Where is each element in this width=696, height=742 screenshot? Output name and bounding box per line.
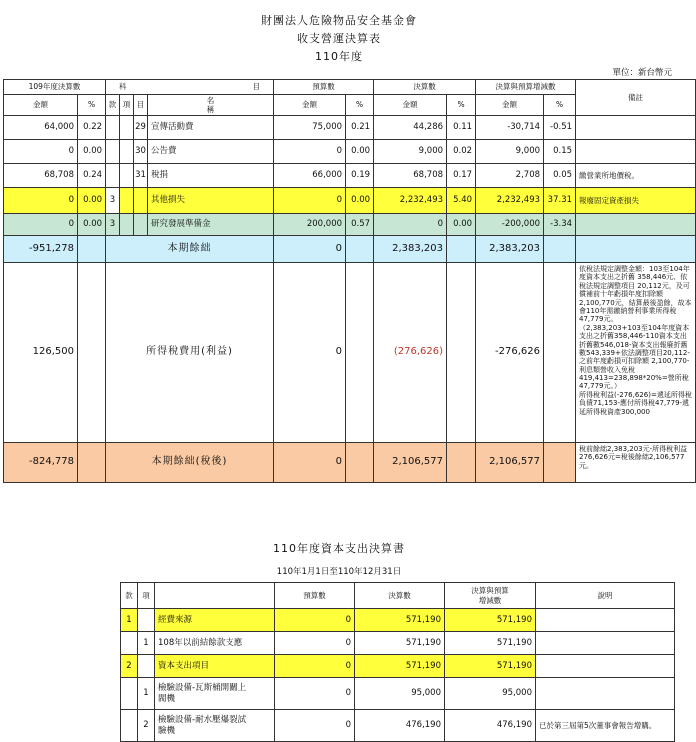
mu: [134, 214, 148, 236]
prev-amount: 68,708: [4, 164, 78, 188]
table-row: [121, 609, 675, 632]
actual-amount: 0: [374, 214, 447, 236]
unit-label: 單位：新台幣元: [612, 68, 672, 78]
diff-pct: 37.31: [544, 188, 576, 214]
diff-amount: 2,106,577: [476, 443, 544, 483]
prev-amount: 0: [4, 188, 78, 214]
actual-amount: 9,000: [374, 140, 447, 164]
item-name: 稅捐: [148, 164, 274, 188]
note: 稅前餘絀2,383,203元-所得稅利益276,626元=稅後餘絀2,106,577元。: [576, 443, 696, 483]
item-name: 本期餘絀(稅後): [106, 443, 274, 483]
xiang: 1: [138, 632, 155, 655]
mu: [134, 188, 148, 214]
actual: 571,190: [355, 632, 445, 655]
actual-amount: (276,626): [374, 263, 447, 443]
desc: [536, 632, 675, 655]
xiang: 2: [138, 710, 155, 742]
diff-amount: -200,000: [476, 214, 544, 236]
prev-amount: 64,000: [4, 116, 78, 140]
diff-amount: 2,383,203: [476, 236, 544, 263]
prev-amount: -824,778: [4, 443, 78, 483]
actual-amount: 44,286: [374, 116, 447, 140]
hdr-xiang: 項: [138, 583, 155, 609]
diff-pct: -0.51: [544, 116, 576, 140]
diff: 571,190: [445, 655, 536, 678]
prev-pct: 0.00: [78, 214, 106, 236]
budget-pct: [346, 236, 374, 263]
item-name: 其他損失: [148, 188, 274, 214]
budget-pct: 0.00: [346, 140, 374, 164]
xiang: [120, 188, 134, 214]
actual-pct: 0.00: [447, 214, 476, 236]
actual-pct: 0.02: [447, 140, 476, 164]
diff: 95,000: [445, 678, 536, 710]
hdr-act-pct: %: [447, 95, 476, 116]
note: [576, 214, 696, 236]
budget-pct: 0.21: [346, 116, 374, 140]
diff: 571,190: [445, 632, 536, 655]
item-name: 檢驗設備-耐水壓爆裂試 驗機: [155, 710, 275, 742]
hdr-name: [155, 583, 275, 609]
hdr-kuan: 款: [121, 583, 138, 609]
xiang: [120, 214, 134, 236]
item-name: 資本支出項目: [155, 655, 275, 678]
xiang: [138, 609, 155, 632]
prev-pct: 0.22: [78, 116, 106, 140]
desc: [536, 678, 675, 710]
xiang: [120, 116, 134, 140]
kuan: [106, 140, 120, 164]
hdr-diff: 決算與預算增減數: [476, 80, 576, 95]
budget-amount: 0: [274, 263, 346, 443]
hdr-subject-b: 目: [252, 82, 261, 92]
table-row: [4, 188, 696, 214]
prev-amount: -951,278: [4, 236, 78, 263]
xiang: [120, 140, 134, 164]
budget-amount: 75,000: [274, 116, 346, 140]
xiang: 1: [138, 678, 155, 710]
hdr-budget: 預算數: [275, 583, 355, 609]
actual-pct: 0.11: [447, 116, 476, 140]
note: [576, 236, 696, 263]
prev-amount: 0: [4, 140, 78, 164]
diff-amount: 2,232,493: [476, 188, 544, 214]
balance-row: [4, 236, 696, 263]
item-name: 108年以前結餘款支應: [155, 632, 275, 655]
hdr-note: 備註: [576, 80, 696, 116]
actual-pct: [447, 443, 476, 483]
budget-amount: 0: [274, 188, 346, 214]
desc: [536, 609, 675, 632]
diff-amount: 9,000: [476, 140, 544, 164]
diff-pct: -3.34: [544, 214, 576, 236]
budget-amount: 66,000: [274, 164, 346, 188]
hdr-diff-amt: 金額: [476, 95, 544, 116]
hdr-bud-amt: 金額: [274, 95, 346, 116]
prev-amount: 0: [4, 214, 78, 236]
doc-title: 收支營運決算表: [297, 32, 381, 45]
hdr-prev-amt: 金額: [4, 95, 78, 116]
budget-pct: [346, 263, 374, 443]
xiang: [120, 164, 134, 188]
actual: 476,190: [355, 710, 445, 742]
prev-amount: 126,500: [4, 263, 78, 443]
hdr-mu: 目: [134, 95, 148, 116]
xiang: [138, 655, 155, 678]
budget-amount: 0: [274, 236, 346, 263]
prev-pct: 0.24: [78, 164, 106, 188]
actual-pct: 5.40: [447, 188, 476, 214]
item-name: 本期餘絀: [106, 236, 274, 263]
kuan: [121, 678, 138, 710]
hdr-xiang: 項: [120, 95, 134, 116]
capex-title: 110年度資本支出決算書: [273, 542, 405, 555]
hdr-prev: 109年度決算數: [4, 80, 106, 95]
table-row: [4, 214, 696, 236]
prev-pct: 0.00: [78, 140, 106, 164]
diff-amount: 2,708: [476, 164, 544, 188]
capex-table: [120, 582, 675, 742]
after-tax-row: [4, 443, 696, 483]
hdr-diff-b: 增減數: [478, 595, 502, 605]
table-row: [4, 116, 696, 140]
hdr-diff-pct: %: [544, 95, 576, 116]
table-row: [121, 678, 675, 710]
budget-pct: [346, 443, 374, 483]
hdr-name-b: 稱: [206, 105, 215, 114]
desc: [536, 655, 675, 678]
hdr-act-amt: 金額: [374, 95, 447, 116]
note: 依稅法規定調整金額：103至104年度資本支出之折舊 358,446元、依稅法規定調整項目 20,112元，及可償補前十年虧損年度扣除額 2,100,770元，結算最後盈餘，故本會110年需繳納營利事業所得稅 47,779元。 （2,383,203+103至104年度資本支出之折舊358,446-110資本支出折舊數546,018-資本支出報廢折舊數543,339+依法調整項目20,112-之前年度虧損可扣除額 2,100,770-利息類營收入免稅 419,413=238,898*20%=營所稅 47,779元。） 所得稅利益(-276,626)=遞延所得稅負債71,153-應付所得稅47,779-遞延所得稅資產300,000: [576, 263, 696, 443]
kuan: 3: [106, 188, 120, 214]
budget-amount: 0: [274, 140, 346, 164]
doc-year: 110年度: [315, 50, 363, 63]
actual: 571,190: [355, 655, 445, 678]
diff: 476,190: [445, 710, 536, 742]
budget: 0: [275, 655, 355, 678]
budget: 0: [275, 609, 355, 632]
operations-table: [3, 79, 696, 483]
org-name: 財團法人危險物品安全基金會: [261, 14, 417, 27]
hdr-subject-a: 科: [119, 82, 127, 92]
budget-pct: 0.00: [346, 188, 374, 214]
kuan: 3: [106, 214, 120, 236]
diff: 571,190: [445, 609, 536, 632]
actual: 571,190: [355, 609, 445, 632]
desc: 已於第三屆第5次董事會報告增購。: [536, 710, 675, 742]
mu: 31: [134, 164, 148, 188]
budget-amount: 200,000: [274, 214, 346, 236]
kuan: [106, 116, 120, 140]
budget: 0: [275, 632, 355, 655]
diff-pct: 0.05: [544, 164, 576, 188]
kuan: 2: [121, 655, 138, 678]
hdr-prev-pct: %: [78, 95, 106, 116]
actual-amount: 2,232,493: [374, 188, 447, 214]
diff-amount: -30,714: [476, 116, 544, 140]
hdr-subject: [106, 80, 274, 95]
table-row: [121, 710, 675, 742]
kuan: 1: [121, 609, 138, 632]
kuan: [121, 632, 138, 655]
actual-pct: 0.17: [447, 164, 476, 188]
diff-pct: 0.15: [544, 140, 576, 164]
actual-amount: 2,383,203: [374, 236, 447, 263]
actual-pct: [447, 236, 476, 263]
item-name: 檢驗設備-瓦斯桶開關上 閥機: [155, 678, 275, 710]
item-name: 宣傳活動費: [148, 116, 274, 140]
diff-pct: [544, 443, 576, 483]
diff-pct: [544, 236, 576, 263]
hdr-actual: 決算數: [374, 80, 476, 95]
budget-amount: 0: [274, 443, 346, 483]
budget: 0: [275, 678, 355, 710]
hdr-actual: 決算數: [355, 583, 445, 609]
prev-pct: [78, 443, 106, 483]
diff-amount: -276,626: [476, 263, 544, 443]
kuan: [106, 164, 120, 188]
capex-period: 110年1月1日至110年12月31日: [276, 567, 402, 577]
budget-pct: 0.19: [346, 164, 374, 188]
hdr-bud-pct: %: [346, 95, 374, 116]
item-name: 公告費: [148, 140, 274, 164]
hdr-budget: 預算數: [274, 80, 374, 95]
hdr-kuan: 款: [106, 95, 120, 116]
table-row: [121, 632, 675, 655]
note: 報廢固定資產損失: [576, 188, 696, 214]
actual-pct: [447, 263, 476, 443]
item-name: 所得稅費用(利益): [106, 263, 274, 443]
hdr-name-a: 名: [206, 95, 215, 105]
budget: 0: [275, 710, 355, 742]
actual-amount: 68,708: [374, 164, 447, 188]
hdr-name: [148, 95, 274, 116]
mu: 30: [134, 140, 148, 164]
item-name: 研究發展準備金: [148, 214, 274, 236]
item-name: 經費來源: [155, 609, 275, 632]
note: [576, 140, 696, 164]
tax-row: [4, 263, 696, 443]
prev-pct: [78, 263, 106, 443]
table-row: [4, 164, 696, 188]
hdr-desc: 說明: [536, 583, 675, 609]
prev-pct: 0.00: [78, 188, 106, 214]
actual-amount: 2,106,577: [374, 443, 447, 483]
actual: 95,000: [355, 678, 445, 710]
hdr-diff-a: 決算與預算: [471, 586, 509, 596]
hdr-diff: [445, 583, 536, 609]
diff-pct: [544, 263, 576, 443]
table-row: [4, 140, 696, 164]
budget-pct: 0.57: [346, 214, 374, 236]
note: [576, 116, 696, 140]
mu: 29: [134, 116, 148, 140]
kuan: [121, 710, 138, 742]
table-row: [121, 655, 675, 678]
prev-pct: [78, 236, 106, 263]
note: 繳營業所地價稅。: [576, 164, 696, 188]
